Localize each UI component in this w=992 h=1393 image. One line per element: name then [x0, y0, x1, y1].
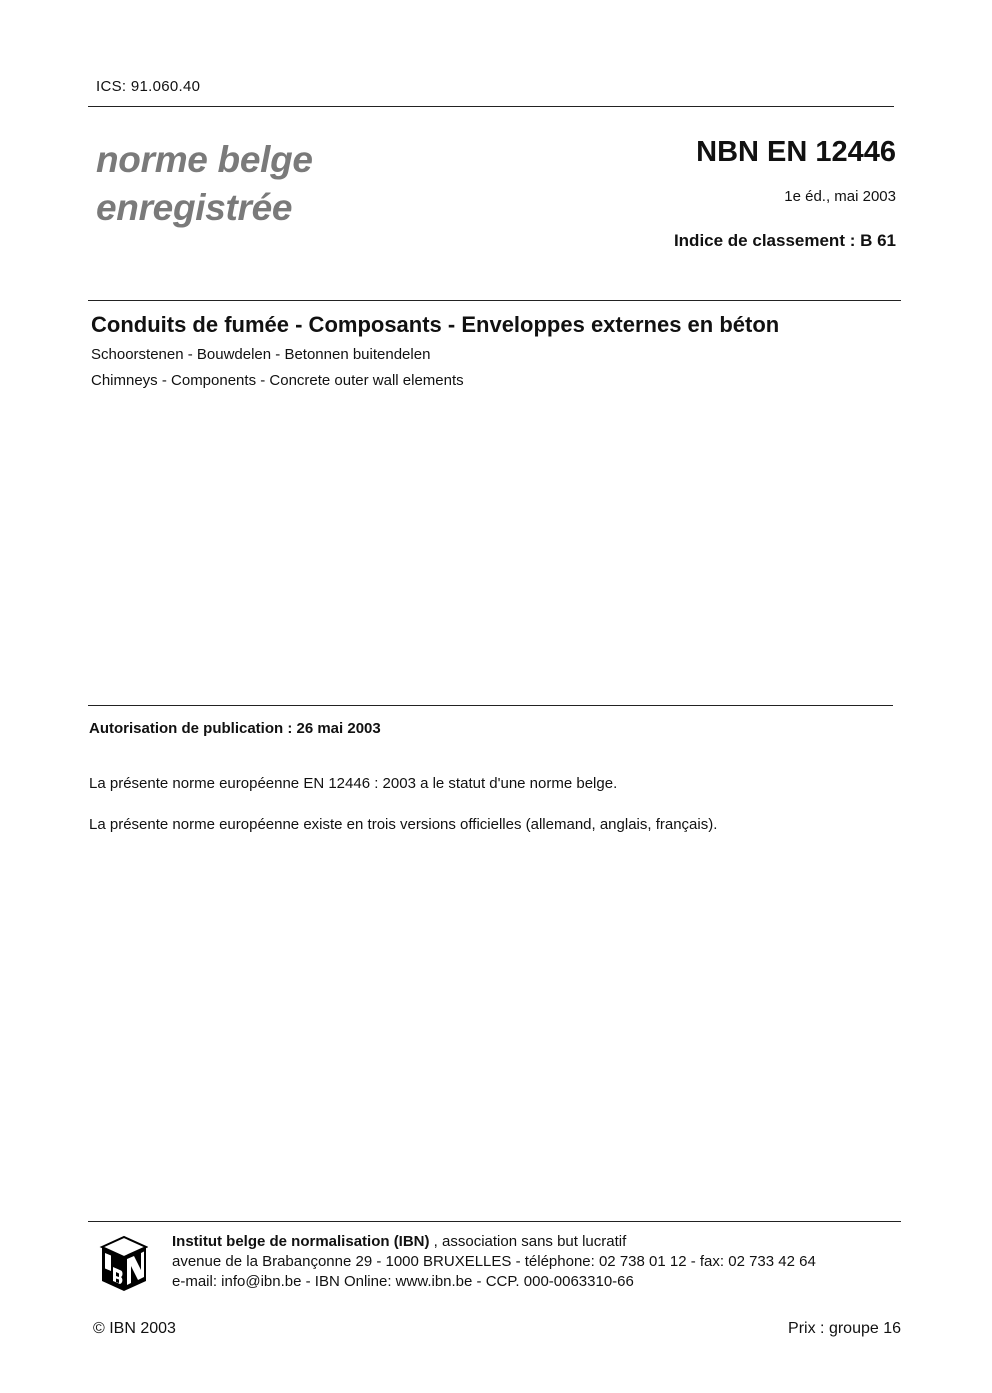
- footer-institute-info: [172, 1232, 816, 1292]
- norme-label: [96, 136, 313, 232]
- copyright: © IBN 2003: [93, 1320, 176, 1337]
- title-french: Conduits de fumée - Composants - Enveloppes externes en béton: [91, 312, 780, 337]
- title-dutch: Schoorstenen - Bouwdelen - Betonnen buitendelen: [91, 346, 431, 363]
- versions-statement: La présente norme européenne existe en trois versions officielles (allemand, anglais, français).: [89, 816, 718, 833]
- status-statement: La présente norme européenne EN 12446 : 2003 a le statut d'une norme belge.: [89, 775, 618, 792]
- institute-name: Institut belge de normalisation (IBN): [172, 1233, 430, 1250]
- ibn-logo-icon: [98, 1233, 148, 1293]
- edition-info: 1e éd., mai 2003: [784, 188, 896, 205]
- standard-number: NBN EN 12446: [696, 136, 896, 168]
- classification-index: Indice de classement : B 61: [673, 231, 896, 250]
- institute-address: avenue de la Brabançonne 29 - 1000 BRUXELLES - téléphone: 02 738 01 12 - fax: 02 733 42 64: [172, 1253, 816, 1270]
- footer-divider: [88, 1221, 901, 1222]
- body-divider: [88, 705, 893, 706]
- institute-line: [172, 1232, 816, 1252]
- norme-line-2: enregistrée: [96, 187, 293, 228]
- ics-code: ICS: 91.060.40: [96, 78, 201, 95]
- institute-contact: e-mail: info@ibn.be - IBN Online: www.ibn.be - CCP. 000-0063310-66: [172, 1273, 634, 1290]
- institute-suffix: , association sans but lucratif: [429, 1233, 627, 1250]
- title-english: Chimneys - Components - Concrete outer wall elements: [91, 372, 464, 389]
- norme-line-1: norme belge: [96, 139, 313, 180]
- price-group: Prix : groupe 16: [788, 1320, 901, 1337]
- publication-authorisation: Autorisation de publication : 26 mai 2003: [89, 720, 381, 737]
- top-divider: [88, 106, 894, 107]
- title-divider: [88, 300, 901, 301]
